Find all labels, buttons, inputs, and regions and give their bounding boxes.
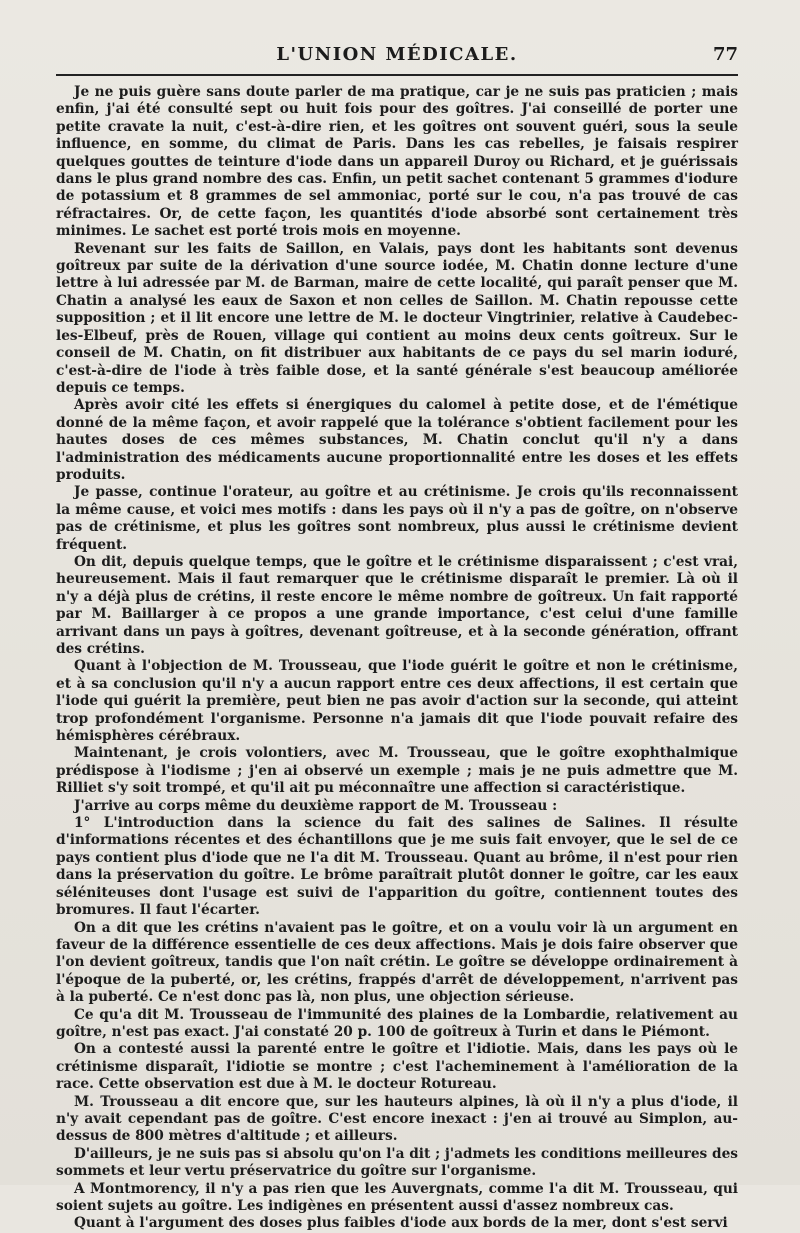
paragraph: On a contesté aussi la parenté entre le goître et l'idiotie. Mais, dans les pays où le crétinisme disparaît, l'idiotie se montre ; c'est l'acheminement à l'amélioration de la race. Cette observation est due à M. le docteur Rotureau.: [56, 1041, 738, 1093]
paragraph: Après avoir cité les effets si énergiques du calomel à petite dose, et de l'émétique donné de la même façon, et avoir rappelé que la tolérance s'obtient facilement pour les hautes doses de ces mêmes substances, M. Chatin conclut qu'il n'y a dans l'administration des médicaments aucune proportionnalité entre les doses et les effets produits.: [56, 397, 738, 483]
paragraph: D'ailleurs, je ne suis pas si absolu qu'on l'a dit ; j'admets les conditions meilleures des sommets et leur vertu préservatrice du goître sur l'organisme.: [56, 1145, 738, 1180]
page-number: 77: [712, 44, 738, 65]
paragraph: 1° L'introduction dans la science du fait des salines de Salines. Il résulte d'informations récentes et des échantillons que je me suis fait envoyer, que le sel de ce pays contient plus d'iode que ne l'a dit M. Trousseau. Quant au brôme, il n'est pour rien dans la préservation du goître. Le brôme paraîtrait plutôt donner le goître, car les eaux séléniteuses dont l'usage est suivi de l'apparition du goître, contiennent toutes des bromures. Il faut l'écarter.: [56, 815, 738, 919]
paragraph: Ce qu'a dit M. Trousseau de l'immunité des plaines de la Lombardie, relativement au goître, n'est pas exact. J'ai constaté 20 p. 100 de goîtreux à Turin et dans le Piémont.: [56, 1006, 738, 1040]
paragraph: J'arrive au corps même du deuxième rapport de M. Trousseau :: [74, 797, 558, 814]
paragraph: Quant à l'objection de M. Trousseau, que l'iode guérit le goître et non le crétinisme, et à sa conclusion qu'il n'y a aucun rapport entre ces deux affections, il est certain que l'iode qui guérit la première, peut bien ne pas avoir d'action sur la seconde, qui atteint trop profondément l'organisme. Personne n'a jamais dit que l'iode pouvait refaire des hémisphères cérébraux.: [56, 658, 738, 745]
page-header: [56, 38, 738, 68]
paragraph: M. Trousseau a dit encore que, sur les hauteurs alpines, là où il n'y a plus d'iode, il n'y avait cependant pas de goître. C'est encore inexact : j'en ai trouvé au Simplon, au-dessus de 800 mètres d'altitude ; et ailleurs.: [56, 1093, 738, 1145]
paragraph: Quant à l'argument des doses plus faibles d'iode aux bords de la mer, dont s'est servi: [74, 1215, 728, 1232]
paragraph: On a dit que les crétins n'avaient pas le goître, et on a voulu voir là un argument en faveur de la différence essentielle de ces deux affections. Mais je dois faire observer que l'on devient goîtreux, tandis que l'on naît crétin. Le goître se développe ordinairement à l'époque de la puberté, or, les crétins, frappés d'arrêt de développement, n'arrivent pas à la puberté. Ce n'est donc pas là, non plus, une objection sérieuse.: [56, 919, 738, 1006]
running-title: L'UNION MÉDICALE.: [276, 44, 518, 65]
article-body: [56, 84, 738, 1233]
header-rule: [56, 74, 738, 76]
paragraph: Revenant sur les faits de Saillon, en Valais, pays dont les habitants sont devenus goîtreux par suite de la dérivation d'une source iodée, M. Chatin donne lecture d'une lettre à lui adressée par M. de Barman, maire de cette localité, qui paraît penser que M. Chatin a analysé les eaux de Saxon et non celles de Saillon. M. Chatin repousse cette supposition ; et il lit encore une lettre de M. le docteur Vingtrinier, relative à Caudebec-les-Elbeuf, près de Rouen, village qui contient au moins deux cents goîtreux. Sur le conseil de M. Chatin, on fit distribuer aux habitants de ce pays du sel marin ioduré, c'est-à-dire de l'iode à très faible dose, et la santé générale s'est beaucoup améliorée depuis ce temps.: [56, 240, 738, 396]
paragraph: Je ne puis guère sans doute parler de ma pratique, car je ne suis pas praticien ; mais enfin, j'ai été consulté sept ou huit fois pour des goîtres. J'ai conseillé de porter une petite cravate la nuit, c'est-à-dire rien, et les goîtres ont souvent guéri, sous la seule influence, en somme, du climat de Paris. Dans les cas rebelles, je faisais respirer quelques gouttes de teinture d'iode dans un appareil Duroy ou Richard, et je guérissais dans le plus grand nombre des cas. Enfin, un petit sachet contenant 5 grammes d'iodure de potassium et 8 grammes de sel ammoniac, porté sur le cou, n'a pas trouvé de cas réfractaires. Or, de cette façon, les quantités d'iode absorbé sont certainement très minimes. Le sachet est porté trois mois en moyenne.: [56, 84, 738, 240]
paragraph: A Montmorency, il n'y a pas rien que les Auvergnats, comme l'a dit M. Trousseau, qui soient sujets au goître. Les indigènes en présentent aussi d'assez nombreux cas.: [56, 1180, 738, 1214]
paragraph: Je passe, continue l'orateur, au goître et au crétinisme. Je crois qu'ils reconnaissent la même cause, et voici mes motifs : dans les pays où il n'y a pas de goître, on n'observe pas de crétinisme, et plus les goîtres sont nombreux, plus aussi le crétinisme devient fréquent.: [56, 484, 738, 553]
paragraph: Maintenant, je crois volontiers, avec M. Trousseau, que le goître exophthalmique prédispose à l'iodisme ; j'en ai observé un exemple ; mais je ne puis admettre que M. Rilliet s'y soit trompé, et qu'il ait pu méconnaître une affection si caractéristique.: [56, 745, 738, 797]
paragraph: On dit, depuis quelque temps, que le goître et le crétinisme disparaissent ; c'est vrai, heureusement. Mais il faut remarquer que le crétinisme disparaît le premier. Là où il n'y a déjà plus de crétins, il reste encore le même nombre de goîtreux. Un fait rapporté par M. Baillarger à ce propos a une grande importance, c'est celui d'une famille arrivant dans un pays à goîtres, devenant goîtreuse, et à la seconde génération, offrant des crétins.: [56, 553, 738, 657]
